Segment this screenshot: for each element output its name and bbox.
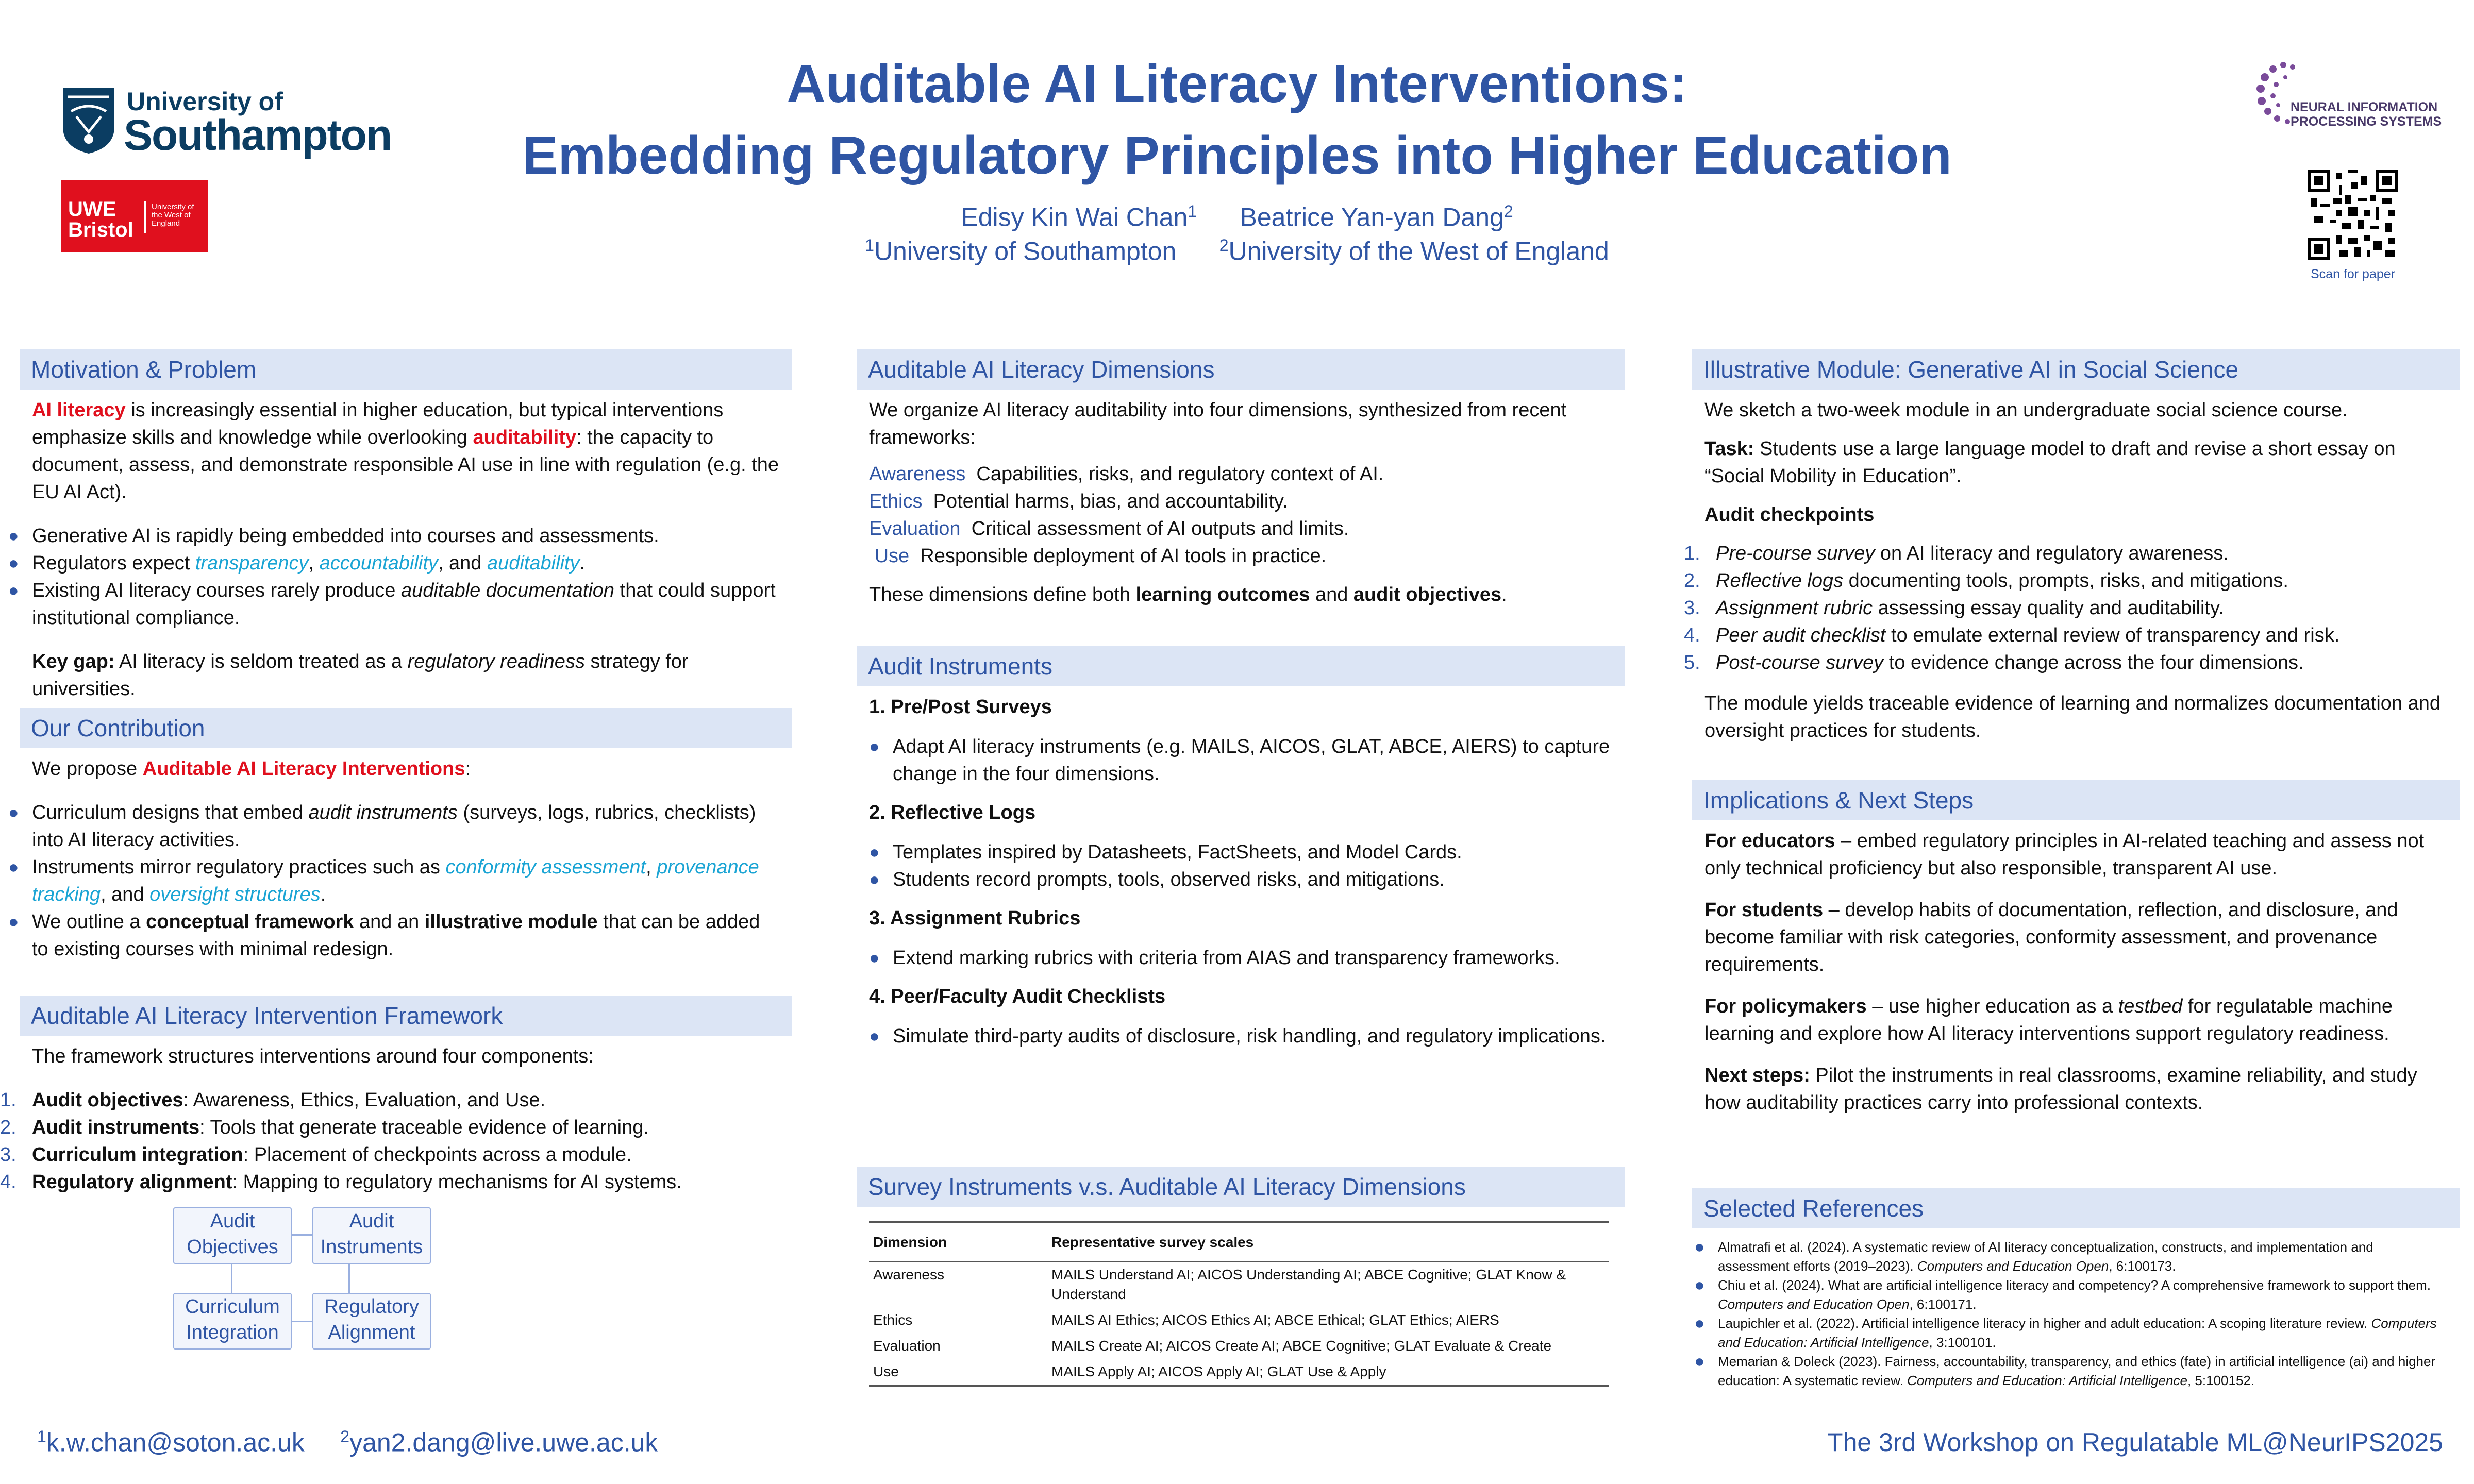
list-item: 1. Pre-course survey on AI literacy and regulatory awareness. [1684, 543, 2229, 564]
affil-2-sup: 2 [1219, 236, 1229, 255]
reference-item: ● Laupichler et al. (2022). Artificial intelligence literacy in higher and adult education: A scoping literature review. Computers and Education: Artificial Intelligence, 3:100101. [1694, 1313, 2437, 1350]
list-item: ● Adapt AI literacy instruments (e.g. MAILS, AICOS, GLAT, ABCE, AIERS) to capture change in the four dimensions. [869, 736, 1610, 785]
references-body [1692, 1228, 2460, 1390]
instrument-checklists-title: 4. Peer/Faculty Audit Checklists [869, 986, 1166, 1007]
list-item: ● Curriculum designs that embed audit instruments (surveys, logs, rubrics, checklists) into AI literacy activities. [8, 802, 756, 851]
list-item: 5. Post-course survey to evidence change across the four dimensions. [1684, 652, 2304, 673]
implication-students: For students – develop habits of documentation, reflection, and disclosure, and become familiar with risk categories, conformity assessment, and provenance requirements. [1704, 899, 2398, 975]
framework-intro: The framework structures interventions around four components: [32, 1045, 594, 1067]
module-intro: We sketch a two-week module in an undergraduate social science course. [1704, 399, 2348, 421]
email-2-link[interactable]: yan2.dang@live.uwe.ac.uk [349, 1428, 658, 1457]
author-2-sup: 2 [1503, 202, 1513, 221]
survey-body [857, 1207, 1625, 1387]
key-gap: Key gap: AI literacy is seldom treated as a regulatory readiness strategy for universities. [32, 651, 689, 700]
diagram-connector [231, 1263, 232, 1293]
list-item: ● Existing AI literacy courses rarely produce auditable documentation that could support institutional compliance. [8, 580, 776, 629]
list-item: ● Generative AI is rapidly being embedded into courses and assessments. [8, 525, 659, 547]
list-item: ● Students record prompts, tools, observed risks, and mitigations. [869, 869, 1445, 890]
ai-literacy-highlight: AI literacy [32, 399, 126, 421]
survey-heading: Survey Instruments v.s. Auditable AI Literacy Dimensions [857, 1167, 1625, 1207]
dimension-awareness: Awareness Capabilities, risks, and regulatory context of AI. [869, 463, 1384, 485]
box-audit-instruments: Audit Instruments [312, 1207, 431, 1264]
instruments-heading: Audit Instruments [857, 646, 1625, 686]
email-2-sup: 2 [340, 1427, 350, 1446]
motivation-paragraph [32, 397, 779, 506]
list-item: ● We outline a conceptual framework and an illustrative module that can be added to existing courses with minimal redesign. [8, 911, 760, 960]
column-middle [857, 349, 1625, 1387]
qr-caption: Scan for paper [2311, 267, 2395, 281]
contribution-intro: We propose Auditable AI Literacy Interventions: [32, 758, 471, 780]
diagram-connector [290, 1234, 312, 1236]
logo-uwe-small: University of the West of England [152, 203, 194, 228]
affiliation-2: University of the West of England [1228, 237, 1609, 266]
list-item: 3. Curriculum integration: Placement of checkpoints across a module. [0, 1144, 632, 1166]
list-item: ● Instruments mirror regulatory practices such as conformity assessment, provenance tracking, and oversight structures. [8, 856, 759, 905]
diagram-connector [348, 1263, 350, 1293]
list-item: 4. Peer audit checklist to emulate external review of transparency and risk. [1684, 625, 2340, 646]
survey-table [869, 1221, 1609, 1387]
framework-diagram [32, 1206, 779, 1376]
author-2: Beatrice Yan-yan Dang [1240, 203, 1504, 232]
author-1: Edisy Kin Wai Chan [961, 203, 1188, 232]
column-left [0, 349, 792, 1376]
framework-body [0, 1036, 792, 1376]
references-list [1694, 1237, 2448, 1390]
instrument-logs-title: 2. Reflective Logs [869, 802, 1036, 823]
module-body [1684, 390, 2460, 780]
list-item: ● Extend marking rubrics with criteria from AIAS and transparency frameworks. [869, 947, 1560, 969]
table-header-dimension: Dimension [869, 1222, 1047, 1261]
table-header-scales: Representative survey scales [1047, 1222, 1609, 1261]
dimension-ethics: Ethics Potential harms, bias, and accountability. [869, 491, 1288, 512]
references-heading: Selected References [1692, 1188, 2460, 1228]
implications-heading: Implications & Next Steps [1692, 780, 2460, 820]
module-heading: Illustrative Module: Generative AI in Social Science [1692, 349, 2460, 390]
implication-policymakers: For policymakers – use higher education as a testbed for regulatable machine learning and explore how AI literacy interventions support regulatory readiness. [1704, 996, 2393, 1044]
instrument-surveys-title: 1. Pre/Post Surveys [869, 696, 1052, 718]
table-row: Ethics MAILS AI Ethics; AICOS Ethics AI; ABCE Ethical; GLAT Ethics; AIERS [873, 1312, 1499, 1328]
implication-educators: For educators – embed regulatory principles in AI-related teaching and assess not only technical proficiency but also responsible, transparent AI use. [1704, 830, 2425, 879]
motivation-heading: Motivation & Problem [20, 349, 792, 390]
reference-item: ● Almatrafi et al. (2024). A systematic review of AI literacy conceptualization, constructs, and implementation and assessment efforts (2019–2023). Computers and Education Open, 6:100173. [1694, 1237, 2373, 1274]
motivation-bullets [8, 522, 779, 632]
list-item: 3. Assignment rubric assessing essay quality and auditability. [1684, 597, 2224, 619]
motivation-text-a: is increasingly essential in higher education, but typical interventions emphasize skills and knowledge while overlooking [32, 399, 724, 448]
key-gap-label: Key gap: [32, 651, 115, 672]
list-item: ● Simulate third-party audits of disclosure, risk handling, and regulatory implications. [869, 1025, 1606, 1047]
next-steps: Next steps: Pilot the instruments in real classrooms, examine reliability, and study how auditability practices carry into professional contexts. [1704, 1065, 2417, 1114]
affiliation-line [515, 236, 1959, 266]
box-curriculum-integration: Curriculum Integration [173, 1293, 292, 1350]
list-item: ● Templates inspired by Datasheets, FactSheets, and Model Cards. [869, 841, 1462, 863]
module-task: Task: Students use a large language model to draft and revise a short essay on “Social Mobility in Education”. [1704, 438, 2396, 487]
contribution-bullets [8, 799, 779, 963]
affil-1-sup: 1 [865, 236, 874, 255]
contribution-heading: Our Contribution [20, 708, 792, 748]
implications-body [1692, 820, 2460, 1188]
footer-workshop: The 3rd Workshop on Regulatable ML@NeurIPS2025 [1827, 1428, 2443, 1457]
affiliation-1: University of Southampton [874, 237, 1177, 266]
column-right [1684, 349, 2460, 1407]
framework-heading: Auditable AI Literacy Intervention Framework [20, 996, 792, 1036]
list-item: 2. Audit instruments: Tools that generate traceable evidence of learning. [0, 1117, 649, 1138]
list-item: 2. Reflective logs documenting tools, prompts, risks, and mitigations. [1684, 570, 2288, 592]
dimensions-intro: We organize AI literacy auditability into four dimensions, synthesized from recent frameworks: [869, 399, 1567, 448]
footer-emails [37, 1427, 658, 1458]
box-regulatory-alignment: Regulatory Alignment [312, 1293, 431, 1350]
list-item: 4. Regulatory alignment: Mapping to regulatory mechanisms for AI systems. [0, 1171, 682, 1193]
dimension-use: Use Responsible deployment of AI tools in practice. [874, 545, 1327, 567]
list-item: ● Regulators expect transparency, accountability, and auditability. [8, 552, 586, 574]
contribution-body [8, 748, 792, 996]
qr-code-icon [2308, 170, 2398, 260]
instrument-rubrics-title: 3. Assignment Rubrics [869, 907, 1081, 929]
table-header-row [869, 1222, 1609, 1261]
motivation-text-b: : the capacity to document, assess, and demonstrate responsible AI use in line with regulation (e.g. the EU AI Act). [32, 427, 779, 503]
framework-list [0, 1087, 779, 1196]
author-line [515, 202, 1959, 232]
box-audit-objectives: Audit Objectives [173, 1207, 292, 1264]
diagram-connector [290, 1321, 312, 1322]
southampton-crest-icon [61, 86, 116, 156]
dimension-list [869, 461, 1612, 570]
logo-divider [144, 201, 146, 233]
email-1-link[interactable]: k.w.chan@soton.ac.uk [46, 1428, 305, 1457]
motivation-body [8, 390, 792, 708]
neurips-logo [2252, 55, 2459, 147]
poster-title-line1: Auditable AI Literacy Interventions: [787, 54, 1687, 114]
dimensions-heading: Auditable AI Literacy Dimensions [857, 349, 1625, 390]
qr-code[interactable] [2308, 170, 2398, 260]
table-row: Awareness MAILS Understand AI; AICOS Understanding AI; ABCE Cognitive; GLAT Know & Understand [873, 1267, 1566, 1302]
dimension-evaluation: Evaluation Critical assessment of AI outputs and limits. [869, 518, 1349, 539]
auditability-highlight: auditability [473, 427, 577, 448]
checkpoint-list [1684, 540, 2448, 677]
email-1-sup: 1 [37, 1427, 46, 1446]
logo-uwe-big: UWE Bristol [68, 198, 133, 241]
table-row: Evaluation MAILS Create AI; AICOS Create AI; ABCE Cognitive; GLAT Evaluate & Create [873, 1338, 1552, 1354]
uwe-bristol-logo [61, 180, 208, 252]
author-1-sup: 1 [1188, 202, 1197, 221]
logo-soton-line1: University of [127, 87, 283, 116]
module-outro: The module yields traceable evidence of learning and normalizes documentation and oversight practices for students. [1704, 693, 2440, 741]
list-item: 1. Audit objectives: Awareness, Ethics, Evaluation, and Use. [0, 1089, 546, 1111]
dimensions-outro: These dimensions define both learning outcomes and audit objectives. [869, 584, 1507, 605]
reference-item: ● Chiu et al. (2024). What are artificial intelligence literacy and competency? A comprehensive framework to support them. Computers and Education Open, 6:100171. [1694, 1275, 2431, 1312]
instruments-body [857, 686, 1625, 1167]
logo-soton-line2: Southampton [124, 111, 392, 159]
poster-title-line2: Embedding Regulatory Principles into Higher Education [522, 126, 1952, 185]
module-checkpoints-title: Audit checkpoints [1704, 504, 1875, 526]
reference-item: ● Memarian & Doleck (2023). Fairness, accountability, transparency, and ethics (fate) in artificial intelligence (ai) and higher education: A systematic review. Computers and Education: Artificial Intelligence, 5:100152. [1694, 1352, 2436, 1388]
dimensions-body [857, 390, 1625, 646]
table-row: Use MAILS Apply AI; AICOS Apply AI; GLAT Use & Apply [869, 1359, 1609, 1386]
neurips-logo-text: NEURAL INFORMATION PROCESSING SYSTEMS [2291, 100, 2442, 129]
